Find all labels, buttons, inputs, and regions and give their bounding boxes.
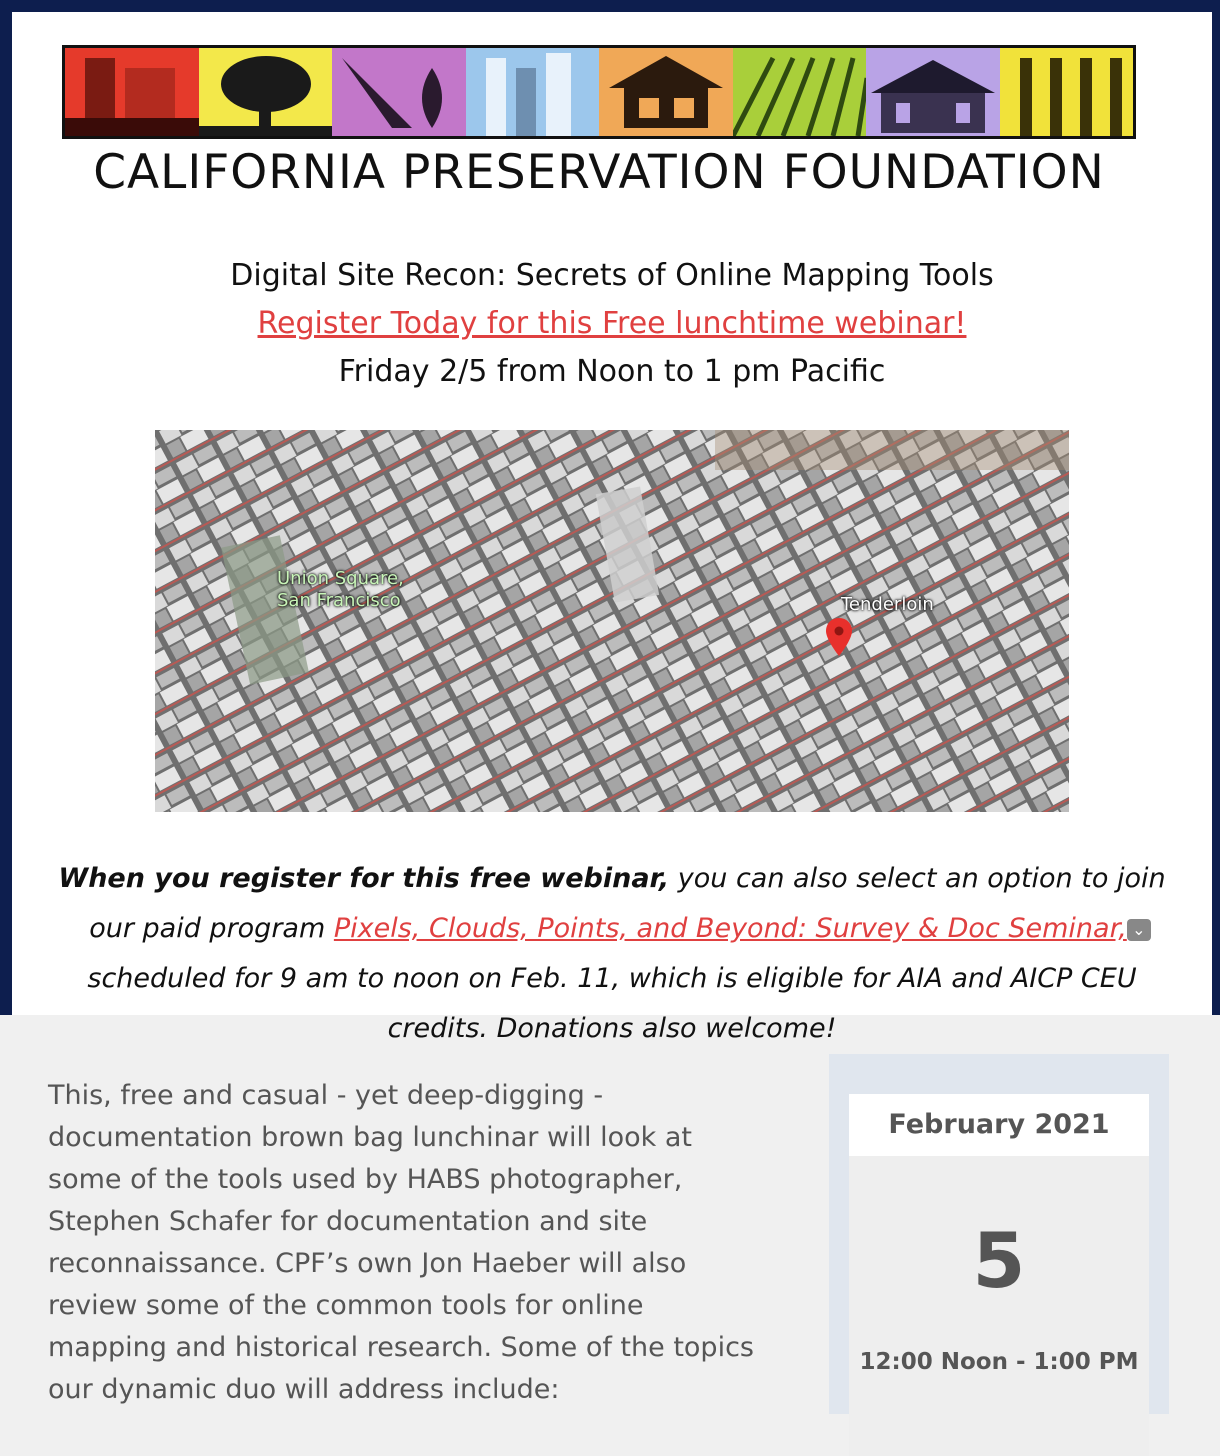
event-time: 12:00 Noon - 1:00 PM [859, 1349, 1139, 1375]
event-schedule: Friday 2/5 from Noon to 1 pm Pacific [338, 354, 886, 389]
event-day: 5 [972, 1216, 1026, 1305]
logo-tile-purple [332, 48, 466, 136]
event-description: This, free and casual - yet deep-digging - documentation brown bag lunchinar will look at some of the tools used by HABS photographer, Stephen Schafer for documentation and site reconnaissance. CPF’s own Jon Haeber will also review some of the common tools for online mapping and historical research. Some of the topics our dynamic duo will address include: [48, 1080, 754, 1405]
map-label-tenderloin: Tenderloin [841, 594, 934, 615]
cpf-logo[interactable] [62, 45, 1136, 200]
map-buildings [155, 430, 1069, 812]
logo-tile-blue [466, 48, 600, 136]
logo-tile-yellow-arches [1000, 48, 1134, 136]
map-label-union-square: Union Square, San Francisco [277, 568, 404, 611]
logo-tile-yellow-tree [199, 48, 333, 136]
logo-tile-orange-house [599, 48, 733, 136]
register-link[interactable]: Register Today for this Free lunchtime webinar! [257, 306, 967, 341]
logo-tile-red [65, 48, 199, 136]
logo-image-strip [62, 45, 1136, 139]
intro-paragraph [52, 854, 1172, 1054]
event-headline [12, 252, 1212, 396]
event-day-panel [849, 1156, 1149, 1456]
logo-org-name: CALIFORNIA PRESERVATION FOUNDATION [93, 145, 1105, 200]
logo-tile-lavender-house [866, 48, 1000, 136]
event-date-box [829, 1054, 1169, 1414]
map-pin-icon[interactable] [826, 618, 852, 656]
intro-bold-lead: When you register for this free webinar, [58, 863, 670, 894]
seminar-link[interactable]: Pixels, Clouds, Points, and Beyond: Survey & Doc Seminar, [333, 913, 1127, 944]
event-title: Digital Site Recon: Secrets of Online Mapping Tools [230, 258, 994, 293]
intro-text-1: you can also select an option to join our paid program [89, 863, 1166, 944]
event-month: February 2021 [849, 1094, 1149, 1156]
chevron-down-icon[interactable]: ⌄ [1127, 919, 1151, 941]
logo-tile-green-vineyard [733, 48, 867, 136]
aerial-map-image[interactable] [155, 430, 1069, 812]
intro-text-2: scheduled for 9 am to noon on Feb. 11, which is eligible for AIA and AICP CEU credits. Donations also welcome! [87, 963, 1137, 1044]
email-card [12, 12, 1212, 1044]
